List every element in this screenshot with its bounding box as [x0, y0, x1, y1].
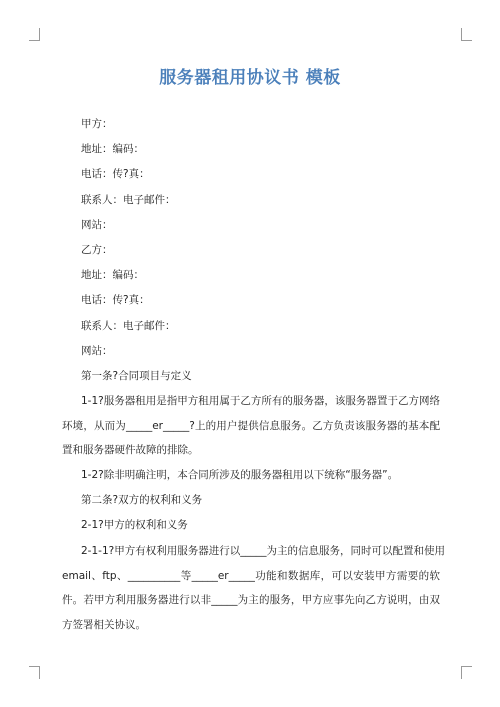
crop-mark-bottom-left	[29, 666, 40, 679]
article-2-heading: 第二条?双方的权利和义务	[81, 494, 203, 507]
crop-mark-top-left	[29, 28, 40, 41]
party-b-website-line: 网站：	[81, 344, 113, 357]
document-title: 服务器租用协议书 模板	[159, 68, 341, 88]
clause-1-1: 1-1?服务器租用是指甲方租用属于乙方所有的服务器，该服务器置于乙方网络环境，从而为_____er_____?上的用户提供信息服务。乙方负责该服务器的基本配置和服务器硬件故障的排除。	[62, 395, 440, 457]
crop-mark-bottom-right	[461, 666, 472, 679]
party-b-address-line: 地址：编码：	[81, 269, 144, 282]
party-b-contact-line: 联系人：电子邮件：	[81, 319, 176, 332]
clause-2-1: 2-1?甲方的权利和义务	[81, 519, 188, 532]
party-a-line: 甲方：	[81, 118, 113, 130]
party-b-phone-line: 电话：传?真：	[81, 294, 150, 307]
crop-mark-top-right	[461, 28, 472, 41]
document-body	[62, 112, 445, 638]
party-a-address-line: 地址：编码：	[81, 143, 144, 156]
party-b-line: 乙方：	[81, 244, 113, 257]
clause-2-1-1-first-line: 2-1-1?甲方有权利用服务器进行以_____为主的信息服务，同时可以配置和使用	[81, 544, 445, 557]
article-1-heading: 第一条?合同项目与定义	[81, 370, 192, 383]
party-a-contact-line: 联系人：电子邮件：	[81, 193, 176, 206]
party-a-website-line: 网站：	[81, 218, 113, 231]
clause-2-1-1-continuation: email、ftp、__________等_____er_____功能和数据库，可以安装甲方需要的软件。若甲方利用服务器进行以非_____为主的服务，甲方应事先向乙方说明，由双方签署相关协议。	[62, 569, 440, 632]
party-a-phone-line: 电话：传?真：	[81, 168, 150, 181]
clause-1-2: 1-2?除非明确注明，本合同所涉及的服务器租用以下统称“服务器”。	[81, 469, 399, 482]
